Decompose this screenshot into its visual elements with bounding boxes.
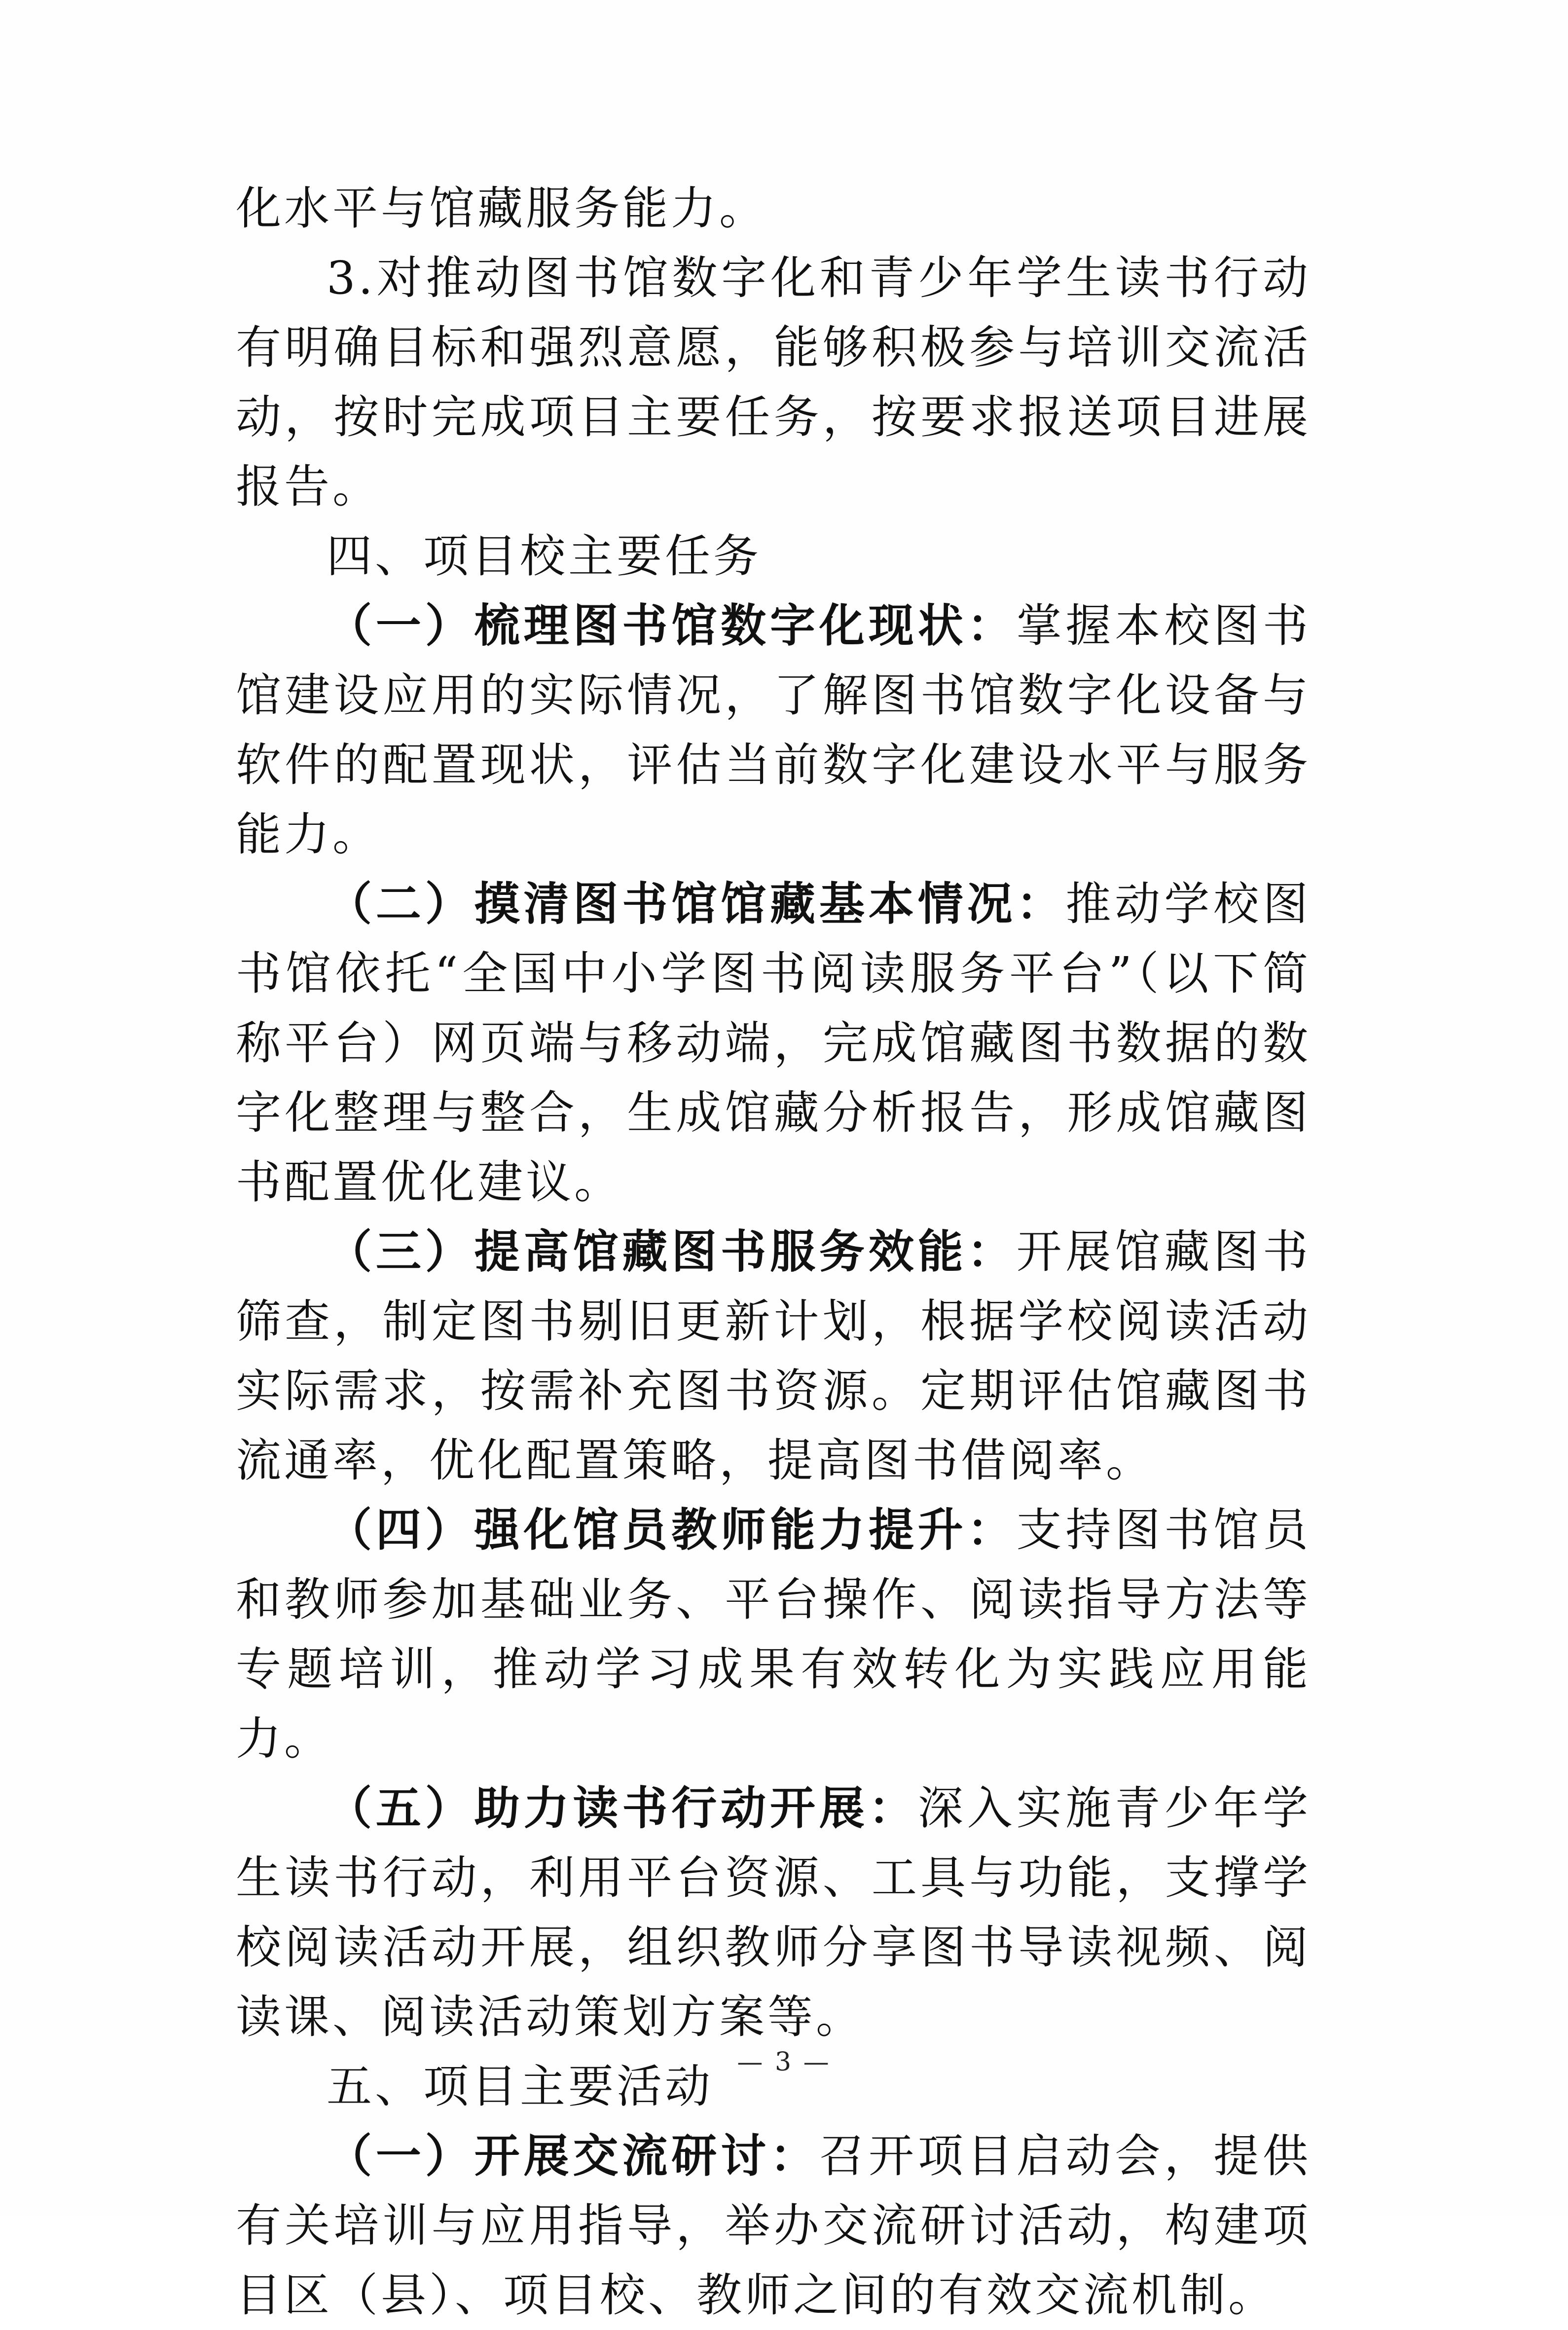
paragraph-task-5: [236, 1774, 1311, 2052]
paragraph-text: 推动学校图书馆依托“全国中小学图书阅读服务平台”（以下简称平台）网页端与移动端，完成馆藏图书数据的数字化整理与整合，生成馆藏分析报告，形成馆藏图书配置优化建议。: [236, 878, 1311, 1209]
paragraph-text: 深入实施青少年学生读书行动，利用平台资源、工具与功能，支撑学校阅读活动开展，组织教师分享图书导读视频、阅读课、阅读活动策划方案等。: [236, 1782, 1311, 2043]
paragraph-text: 化水平与馆藏服务能力。: [236, 182, 768, 235]
paragraph-text: 掌握本校图书馆建设应用的实际情况，了解图书馆数字化设备与软件的配置现状，评估当前数字化建设水平与服务能力。: [236, 599, 1311, 861]
paragraph-text: 开展馆藏图书筛查，制定图书剔旧更新计划，根据学校阅读活动实际需求，按需补充图书资源。定期评估馆藏图书流通率，优化配置策略，提高图书借阅率。: [236, 1225, 1311, 1487]
paragraph-task-3: [236, 1217, 1311, 1495]
section-heading-text: 五、项目主要活动: [327, 2060, 714, 2113]
paragraph-lead: （三）提高馆藏图书服务效能：: [327, 1225, 1017, 1278]
paragraph-item-3: [236, 243, 1311, 521]
paragraph-task-2: [236, 869, 1311, 1217]
paragraph-text: 召开项目启动会，提供有关培训与应用指导，举办交流研讨活动，构建项目区（县）、项目校、教师之间的有效交流机制。: [236, 2130, 1311, 2322]
paragraph-activity-1: [236, 2121, 1311, 2330]
paragraph-lead: （四）强化馆员教师能力提升：: [327, 1503, 1017, 1556]
paragraph-lead: （一）梳理图书馆数字化现状：: [327, 599, 1017, 652]
paragraph-lead: （二）摸清图书馆馆藏基本情况：: [327, 877, 1066, 930]
paragraph-continuation: [236, 174, 1311, 243]
paragraph-task-1: [236, 591, 1311, 869]
page-number: — 3 —: [737, 2047, 831, 2077]
document-body: [236, 174, 1311, 2330]
paragraph-text: 3.对推动图书馆数字化和青少年学生读书行动有明确目标和强烈意愿，能够积极参与培训交流活动，按时完成项目主要任务，按要求报送项目进展报告。: [236, 252, 1311, 513]
section-heading-4: [236, 521, 1311, 591]
paragraph-task-4: [236, 1495, 1311, 1774]
paragraph-lead: （一）开展交流研讨：: [327, 2129, 819, 2182]
paragraph-text: 支持图书馆员和教师参加基础业务、平台操作、阅读指导方法等专题培训，推动学习成果有效转化为实践应用能力。: [236, 1504, 1311, 1765]
paragraph-lead: （五）助力读书行动开展：: [327, 1781, 918, 1835]
section-heading-text: 四、项目校主要任务: [327, 530, 762, 583]
